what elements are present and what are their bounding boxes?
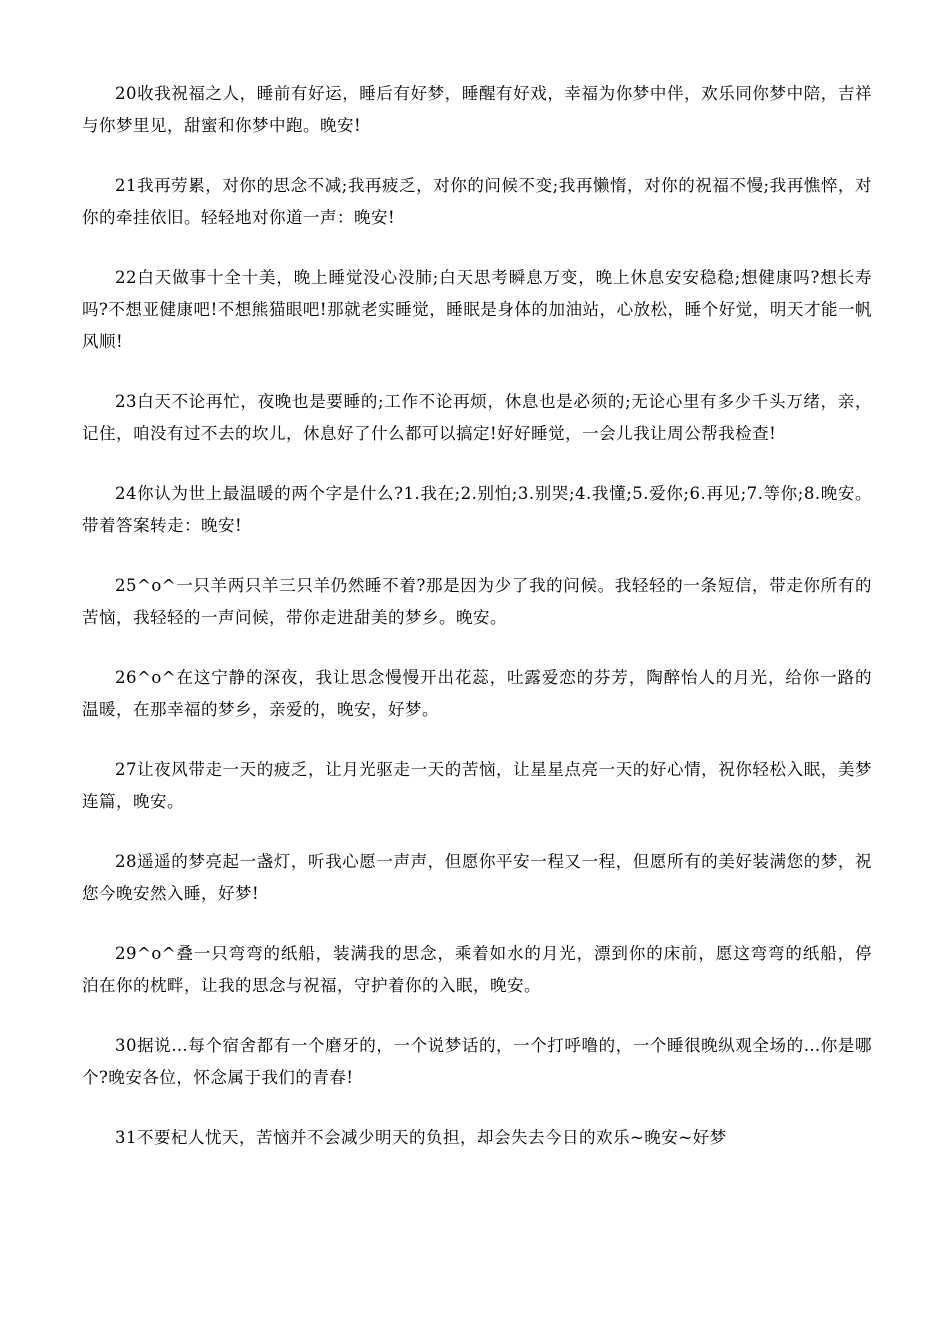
paragraph-24: 24你认为世上最温暖的两个字是什么?1.我在;2.别怕;3.别哭;4.我懂;5.爱你;6.再见;7.等你;8.晚安。带着答案转走：晚安! xyxy=(82,484,872,535)
paragraph-27: 27让夜风带走一天的疲乏，让月光驱走一天的苦恼，让星星点亮一天的好心情，祝你轻松入眠，美梦连篇，晚安。 xyxy=(82,760,872,811)
paragraph-26: 26^o^在这宁静的深夜，我让思念慢慢开出花蕊，吐露爱恋的芬芳，陶醉怡人的月光，给你一路的温暖，在那幸福的梦乡，亲爱的，晚安，好梦。 xyxy=(82,668,872,719)
paragraph-21: 21我再劳累，对你的思念不减;我再疲乏，对你的问候不变;我再懒惰，对你的祝福不慢;我再憔悴，对你的牵挂依旧。轻轻地对你道一声：晚安! xyxy=(82,176,872,227)
paragraph-25: 25^o^一只羊两只羊三只羊仍然睡不着?那是因为少了我的问候。我轻轻的一条短信，带走你所有的苦恼，我轻轻的一声问候，带你走进甜美的梦乡。晚安。 xyxy=(82,576,872,627)
paragraph-31: 31不要杞人忧天，苦恼并不会减少明天的负担，却会失去今日的欢乐~晚安~好梦 xyxy=(115,1128,727,1147)
paragraph-30: 30据说…每个宿舍都有一个磨牙的，一个说梦话的，一个打呼噜的，一个睡很晚纵观全场的…你是哪个?晚安各位，怀念属于我们的青春! xyxy=(82,1036,872,1087)
paragraph-22: 22白天做事十全十美，晚上睡觉没心没肺;白天思考瞬息万变，晚上休息安安稳稳;想健康吗?想长寿吗?不想亚健康吧!不想熊猫眼吧!那就老实睡觉，睡眠是身体的加油站，心放松，睡个好觉，明天才能一帆风顺! xyxy=(82,268,872,351)
document-body xyxy=(82,78,872,1182)
paragraph-20: 20收我祝福之人，睡前有好运，睡后有好梦，睡醒有好戏，幸福为你梦中伴，欢乐同你梦中陪，吉祥与你梦里见，甜蜜和你梦中跑。晚安! xyxy=(82,84,872,135)
paragraph-28: 28遥遥的梦亮起一盏灯，听我心愿一声声，但愿你平安一程又一程，但愿所有的美好装满您的梦，祝您今晚安然入睡，好梦! xyxy=(82,852,872,903)
paragraph-23: 23白天不论再忙，夜晚也是要睡的;工作不论再烦，休息也是必须的;无论心里有多少千头万绪，亲，记住，咱没有过不去的坎儿，休息好了什么都可以搞定!好好睡觉，一会儿我让周公帮我检查! xyxy=(82,392,872,443)
paragraph-29: 29^o^叠一只弯弯的纸船，装满我的思念，乘着如水的月光，漂到你的床前，愿这弯弯的纸船，停泊在你的枕畔，让我的思念与祝福，守护着你的入眠，晚安。 xyxy=(82,944,872,995)
